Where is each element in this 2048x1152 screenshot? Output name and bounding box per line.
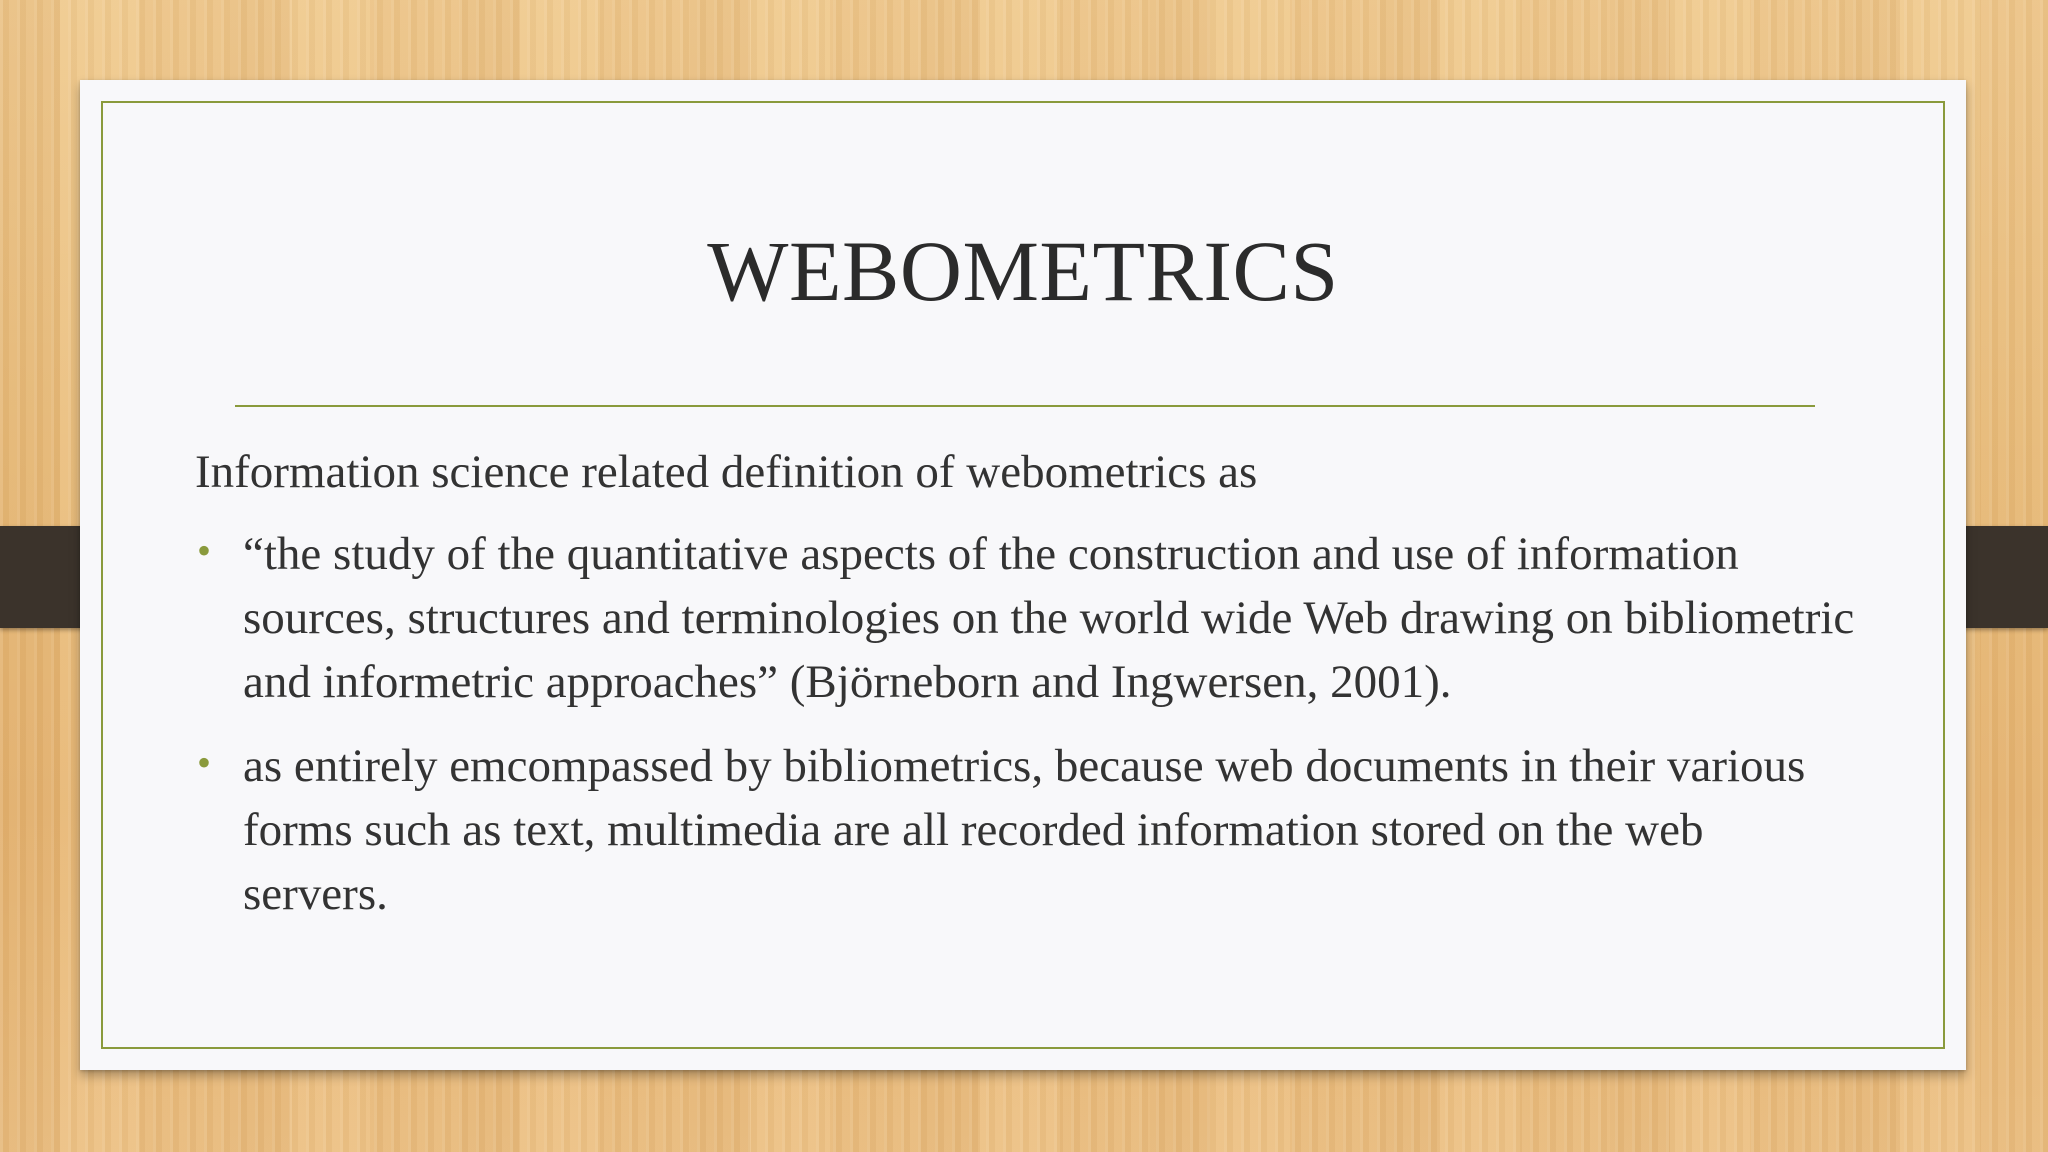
bullet-item: [195, 734, 1855, 926]
slide-title: WEBOMETRICS: [707, 223, 1339, 319]
intro-text: Information science related definition of webometrics as: [195, 446, 1258, 498]
slide-content: [195, 440, 1855, 946]
bullet-text: “the study of the quantitative aspects of the construction and use of information sources, structures and terminologies on the world wide Web drawing on bibliometric and informetric approaches” (Björneborn and Ingwersen, 2001).: [243, 528, 1855, 708]
slide: [80, 80, 1966, 1070]
bullet-dot-icon: •: [197, 740, 212, 785]
bullet-text: as entirely emcompassed by bibliometrics, because web documents in their various forms such as text, multimedia are all recorded information stored on the web servers.: [243, 740, 1806, 920]
bullet-dot-icon: •: [197, 528, 212, 573]
bullet-list: [195, 522, 1855, 926]
bullet-item: [195, 522, 1855, 714]
title-divider: [235, 405, 1815, 407]
